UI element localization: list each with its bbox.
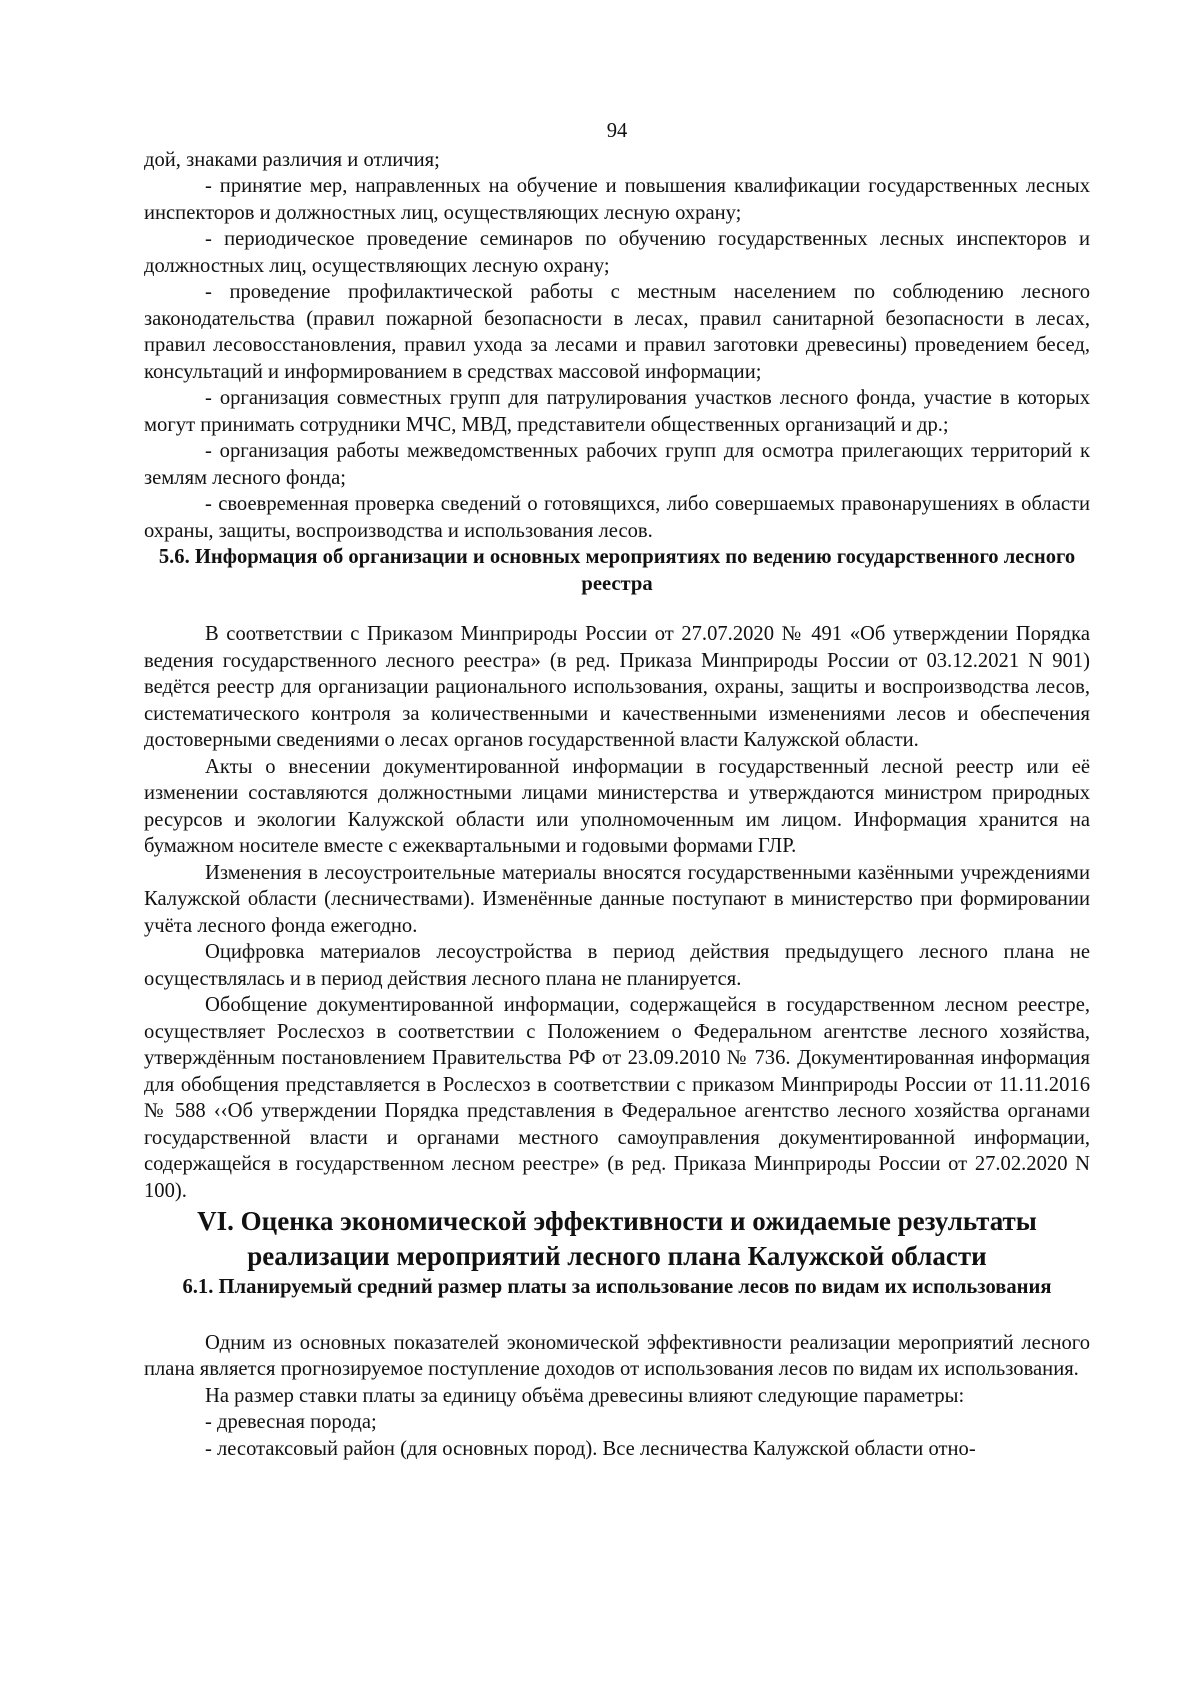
document-page (144, 118, 1090, 1462)
paragraph: Обобщение документированной информации, содержащейся в государственном лесном реестре, осуществляет Рослесхоз в соответствии с Положением о Федеральном агентстве лесного хозяйства, утверждённым постановлением Правительства РФ от 23.09.2010 № 736. Документированная информация для обобщения представляется в Рослесхоз в соответствии с приказом Минприроды России от 11.11.2016 № 588 ‹‹Об утверждении Порядка представления в Федеральное агентство лесного хозяйства органами государственной власти и органами местного самоуправления документированной информации, содержащейся в государственном лесном реестре» (в ред. Приказа Минприроды России от 27.02.2020 N 100). (144, 994, 1090, 1202)
paragraph: Оцифровка материалов лесоустройства в период действия предыдущего лесного плана не осуществлялась и в период действия лесного плана не планируется. (144, 941, 1090, 990)
section-heading-5-6: 5.6. Информация об организации и основных мероприятиях по ведению государственного лесного реестра (158, 546, 1076, 595)
section-heading-6-1: 6.1. Планируемый средний размер платы за использование лесов по видам их использования (182, 1276, 1052, 1298)
paragraph: Изменения в лесоустроительные материалы вносятся государственными казёнными учреждениями Калужской области (лесничествами). Изменённые данные поступают в министерство при формировании учёта лесного фонда ежегодно. (144, 861, 1090, 937)
intro-line-continuation: дой, знаками различия и отличия; (144, 148, 440, 171)
list-item: - принятие мер, направленных на обучение и повышения квалификации государственных лесных инспекторов и должностных лиц, осуществляющих лесную охрану; (144, 175, 1090, 224)
paragraph: В соответствии с Приказом Минприроды России от 27.07.2020 № 491 «Об утверждении Порядка ведения государственного лесного реестра» (в ред. Приказа Минприроды России от 03.12.2021 N 901) ведётся реестр для организации рационального использования, охраны, защиты и воспроизводства лесов, систематического контроля за количественными и качественными изменениями лесов и обеспечения достоверными сведениями о лесах органов государственной власти Калужской области. (144, 623, 1090, 751)
page-number: 94 (606, 120, 628, 142)
paragraph: Одним из основных показателей экономической эффективности реализации мероприятий лесного плана является прогнозируемое поступление доходов от использования лесов по видам их использования. (144, 1331, 1090, 1380)
list-item: - организация работы межведомственных рабочих групп для осмотра прилегающих территорий к землям лесного фонда; (144, 440, 1090, 489)
list-item: - проведение профилактической работы с местным населением по соблюдению лесного законодательства (правил пожарной безопасности в лесах, правил санитарной безопасности в лесах, правил лесовосстановления, правил ухода за лесами и правил заготовки древесины) проведением бесед, консультаций и информированием в средствах массовой информации; (144, 281, 1090, 383)
paragraph: На размер ставки платы за единицу объёма древесины влияют следующие параметры: (205, 1384, 965, 1407)
list-item: - периодическое проведение семинаров по обучению государственных лесных инспекторов и должностных лиц, осуществляющих лесную охрану; (144, 228, 1090, 277)
list-item: - организация совместных групп для патрулирования участков лесного фонда, участие в которых могут принимать сотрудники МЧС, МВД, представители общественных организаций и др.; (144, 387, 1090, 436)
paragraph: Акты о внесении документированной информации в государственный лесной реестр или её изменении составляются должностными лицами министерства и утверждаются министром природных ресурсов и экологии Калужской области или уполномоченным им лицом. Информация хранится на бумажном носителе вместе с ежеквартальными и годовыми формами ГЛР. (144, 755, 1090, 857)
list-item: - древесная порода; (205, 1411, 377, 1433)
list-item: - лесотаксовый район (для основных пород). Все лесничества Калужской области отно- (205, 1437, 976, 1460)
chapter-heading-6: VI. Оценка экономической эффективности и ожидаемые результаты реализации мероприятий лесного плана Калужской области (197, 1206, 1037, 1271)
list-item: - своевременная проверка сведений о готовящихся, либо совершаемых правонарушениях в области охраны, защиты, воспроизводства и использования лесов. (144, 493, 1090, 542)
